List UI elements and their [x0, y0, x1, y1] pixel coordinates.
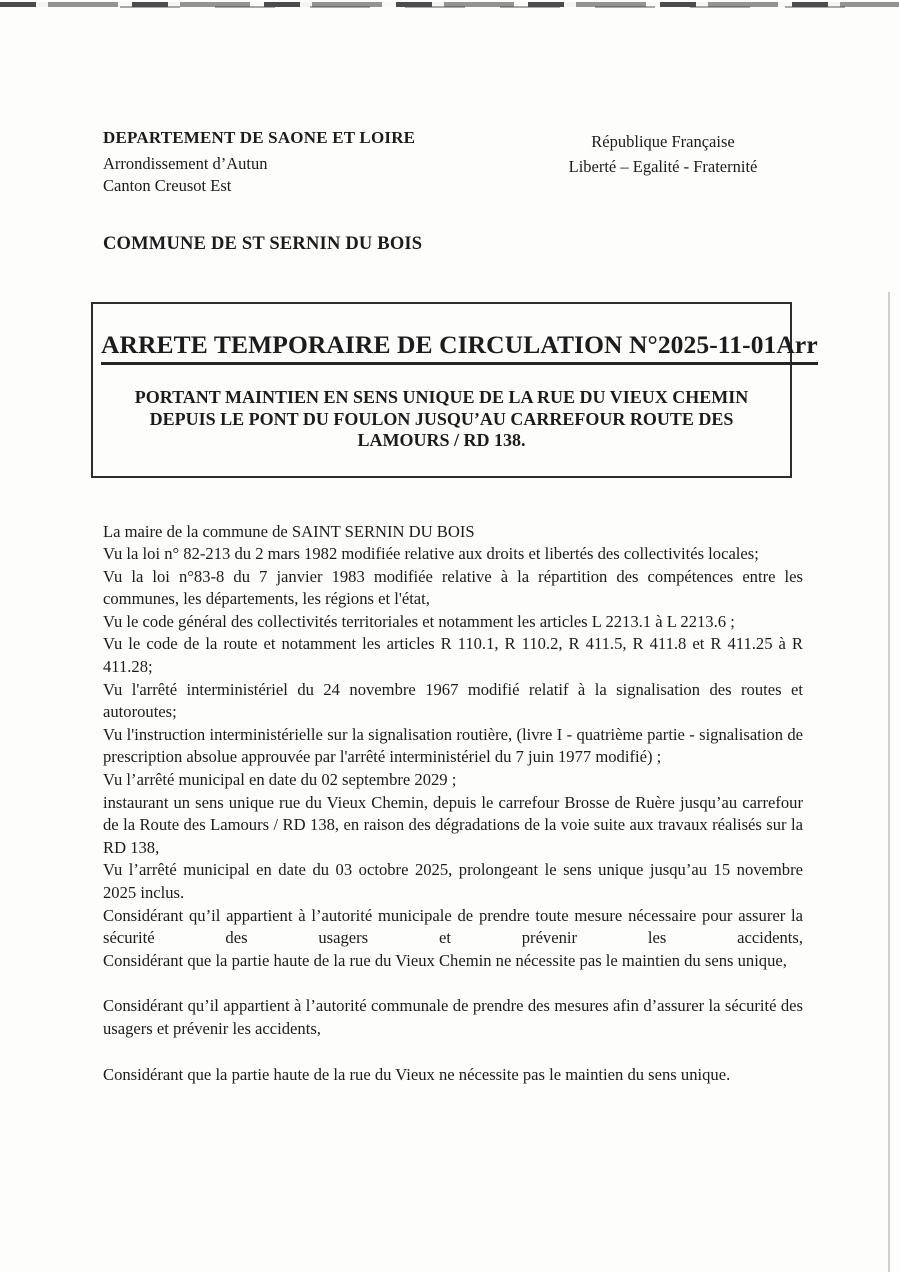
republic-label: République Française — [591, 132, 735, 151]
body-paragraph: Considérant qu’il appartient à l’autorité communale de prendre des mesures afin d’assurer la sécurité des usagers et prévenir les accidents, — [103, 996, 803, 1038]
decree-title-text: ARRETE TEMPORAIRE DE CIRCULATION N°2025-11-01Arr — [101, 330, 818, 365]
scan-artifact-top-edge-2 — [120, 6, 859, 8]
arrondissement-line: Arrondissement d’Autun — [103, 154, 268, 173]
body-paragraph: Vu l’arrêté municipal en date du 03 octobre 2025, prolongeant le sens unique jusqu’au 15 novembre 2025 inclus. — [103, 860, 803, 902]
commune-name: COMMUNE DE ST SERNIN DU BOIS — [103, 234, 423, 254]
body-paragraph: Considérant que la partie haute de la rue du Vieux ne nécessite pas le maintien du sens unique. — [103, 1064, 731, 1084]
body-paragraph: Considérant qu’il appartient à l’autorité municipale de prendre toute mesure nécessaire pour assurer la sécurité des usagers et prévenir les accidents, — [103, 905, 803, 948]
document-header — [103, 128, 803, 197]
body-paragraph: Vu le code de la route et notamment les articles R 110.1, R 110.2, R 411.5, R 411.8 et R 411.25 à R 411.28; — [103, 634, 803, 677]
header-left-column — [103, 128, 415, 197]
header-right-column — [523, 128, 803, 179]
body-paragraph: Vu l'arrêté interministériel du 24 novembre 1967 modifié relatif à la signalisation des routes et autoroutes; — [103, 679, 803, 722]
decree-title-box — [91, 302, 818, 478]
body-paragraph: Vu la loi n°83-8 du 7 janvier 1983 modifiée relative à la répartition des compétences entre les communes, les départements, les régions et l'état, — [103, 566, 803, 609]
body-paragraph: Vu le code général des collectivités territoriales et notamment les articles L 2213.1 à L 2213.6 ; — [103, 611, 735, 631]
document-content — [101, 128, 818, 1086]
body-paragraph: instaurant un sens unique rue du Vieux Chemin, depuis le carrefour Brosse de Ruère jusqu’au carrefour de la Route des Lamours / RD 138, en raison des dégradations de la voie suite aux travaux réalisés sur la RD 138, — [103, 792, 803, 857]
decree-body — [103, 521, 803, 1087]
body-paragraph: Vu l’arrêté municipal en date du 02 septembre 2029 ; — [103, 770, 457, 790]
scan-artifact-page-edge-line — [888, 292, 890, 1272]
body-paragraph: Vu la loi n° 82-213 du 2 mars 1982 modifiée relative aux droits et libertés des collectivités locales; — [103, 544, 759, 564]
intro-line: La maire de la commune de SAINT SERNIN DU BOIS — [103, 521, 475, 541]
decree-subtitle: PORTANT MAINTIEN EN SENS UNIQUE DE LA RUE DU VIEUX CHEMIN DEPUIS LE PONT DU FOULON JUSQU’AU CARREFOUR ROUTE DES LAMOURS / RD 138. — [134, 387, 749, 450]
motto-label: Liberté – Egalité - Fraternité — [568, 157, 758, 176]
body-paragraph: Considérant que la partie haute de la rue du Vieux Chemin ne nécessite pas le maintien du sens unique, — [103, 950, 787, 970]
decree-title — [101, 330, 818, 360]
department-name: DEPARTEMENT DE SAONE ET LOIRE — [103, 128, 416, 147]
canton-line: Canton Creusot Est — [103, 176, 232, 195]
body-paragraph: Vu l'instruction interministérielle sur la signalisation routière, (livre I - quatrième partie - signalisation de prescription absolue approuvée par l'arrêté interministériel du 7 juin 1977 modifié) ; — [103, 724, 803, 767]
